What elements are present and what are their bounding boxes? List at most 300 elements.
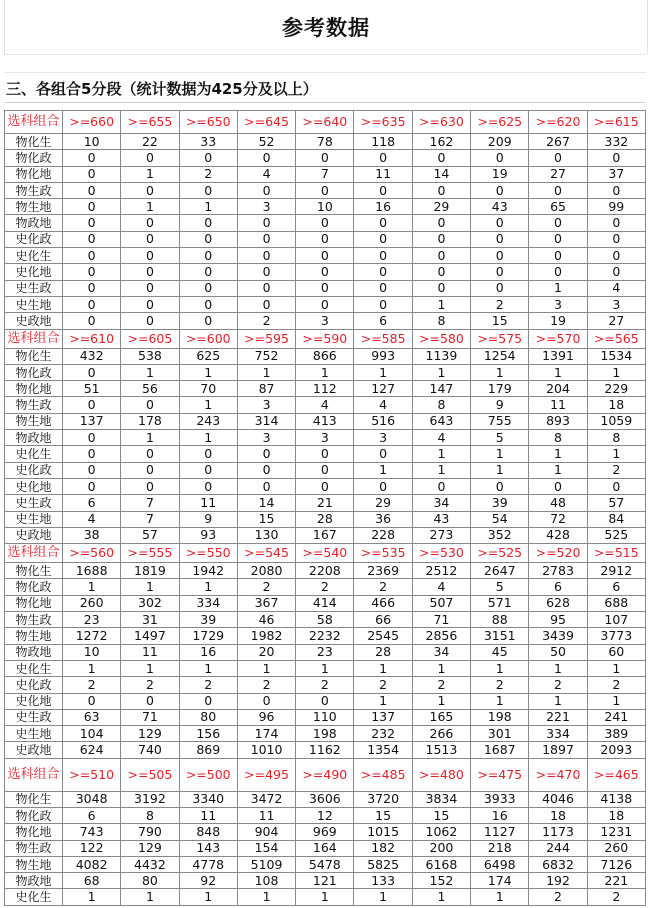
count-cell: 0: [179, 446, 237, 462]
count-cell: 389: [587, 726, 645, 742]
count-cell: 92: [179, 873, 237, 889]
count-cell: 1: [237, 364, 295, 380]
count-cell: 0: [121, 215, 179, 231]
count-cell: 1687: [471, 742, 529, 758]
count-cell: 993: [354, 348, 412, 364]
count-cell: 0: [237, 478, 295, 494]
combo-label-cell: 物生地: [5, 413, 63, 429]
count-cell: 137: [63, 413, 121, 429]
table-row: [5, 693, 646, 709]
count-cell: 29: [412, 199, 470, 215]
count-cell: 0: [354, 296, 412, 312]
count-cell: 969: [296, 824, 354, 840]
count-cell: 0: [63, 199, 121, 215]
count-cell: 0: [529, 248, 587, 264]
count-cell: 31: [121, 612, 179, 628]
count-cell: 1: [471, 462, 529, 478]
count-cell: 3: [296, 430, 354, 446]
count-cell: 0: [296, 182, 354, 198]
title-bar: [4, 0, 648, 54]
table-row: [5, 579, 646, 595]
count-cell: 1: [354, 693, 412, 709]
count-cell: 1: [529, 446, 587, 462]
count-cell: 1: [354, 660, 412, 676]
count-cell: 1: [179, 199, 237, 215]
count-cell: 904: [237, 824, 295, 840]
table-row: [5, 446, 646, 462]
combo-label-cell: 物化地: [5, 381, 63, 397]
count-cell: 301: [471, 726, 529, 742]
count-cell: 18: [587, 807, 645, 823]
count-cell: 1: [587, 660, 645, 676]
count-cell: 1: [354, 364, 412, 380]
count-cell: 2: [179, 166, 237, 182]
count-cell: 0: [354, 478, 412, 494]
count-cell: 1: [529, 280, 587, 296]
count-cell: 0: [587, 478, 645, 494]
table-row: [5, 595, 646, 611]
table-row: [5, 313, 646, 329]
count-cell: 752: [237, 348, 295, 364]
count-cell: 4: [354, 397, 412, 413]
count-cell: 1: [179, 397, 237, 413]
threshold-header-cell: >=575: [471, 329, 529, 348]
count-cell: 241: [587, 709, 645, 725]
count-cell: 4778: [179, 856, 237, 872]
combo-label-cell: 物生地: [5, 199, 63, 215]
header-label-cell: 选科组合: [5, 329, 63, 348]
count-cell: 0: [354, 231, 412, 247]
count-cell: 121: [296, 873, 354, 889]
count-cell: 314: [237, 413, 295, 429]
count-cell: 1: [412, 446, 470, 462]
threshold-header-cell: >=595: [237, 329, 295, 348]
count-cell: 93: [179, 527, 237, 543]
header-row: [5, 329, 646, 348]
count-cell: 4: [237, 166, 295, 182]
count-cell: 0: [412, 231, 470, 247]
count-cell: 66: [354, 612, 412, 628]
count-cell: 1: [412, 462, 470, 478]
combo-label-cell: 史化政: [5, 677, 63, 693]
count-cell: 3606: [296, 791, 354, 807]
count-cell: 43: [412, 511, 470, 527]
table-row: [5, 364, 646, 380]
count-cell: 0: [471, 280, 529, 296]
count-cell: 4082: [63, 856, 121, 872]
combo-label-cell: 物生政: [5, 840, 63, 856]
count-cell: 0: [179, 296, 237, 312]
count-cell: 3: [237, 430, 295, 446]
count-cell: 0: [412, 215, 470, 231]
table-row: [5, 726, 646, 742]
count-cell: 1497: [121, 628, 179, 644]
header-row: [5, 111, 646, 134]
table-row: [5, 215, 646, 231]
combo-label-cell: 史化地: [5, 693, 63, 709]
count-cell: 1: [412, 296, 470, 312]
section-heading: 三、各组合5分段（统计数据为425分及以上）: [6, 80, 318, 98]
combo-label-cell: 物生政: [5, 612, 63, 628]
count-cell: 869: [179, 742, 237, 758]
count-cell: 23: [63, 612, 121, 628]
count-cell: 1: [529, 364, 587, 380]
count-cell: 16: [471, 807, 529, 823]
count-cell: 63: [63, 709, 121, 725]
count-cell: 2: [354, 579, 412, 595]
count-cell: 0: [237, 264, 295, 280]
count-cell: 2856: [412, 628, 470, 644]
count-cell: 0: [471, 215, 529, 231]
count-cell: 11: [529, 397, 587, 413]
combo-label-cell: 物化地: [5, 824, 63, 840]
count-cell: 2: [296, 677, 354, 693]
count-cell: 209: [471, 134, 529, 150]
count-cell: 1: [179, 579, 237, 595]
count-cell: 352: [471, 527, 529, 543]
count-cell: 6498: [471, 856, 529, 872]
table-row: [5, 413, 646, 429]
count-cell: 9: [179, 511, 237, 527]
count-cell: 0: [471, 182, 529, 198]
count-cell: 5: [471, 430, 529, 446]
count-cell: 78: [296, 134, 354, 150]
count-cell: 0: [296, 264, 354, 280]
count-cell: 22: [121, 134, 179, 150]
count-cell: 0: [354, 215, 412, 231]
count-cell: 1010: [237, 742, 295, 758]
count-cell: 167: [296, 527, 354, 543]
table-row: [5, 150, 646, 166]
count-cell: 1: [121, 199, 179, 215]
count-cell: 156: [179, 726, 237, 742]
count-cell: 18: [529, 807, 587, 823]
count-cell: 1: [179, 430, 237, 446]
count-cell: 58: [296, 612, 354, 628]
header-label-cell: 选科组合: [5, 758, 63, 791]
count-cell: 334: [179, 595, 237, 611]
combo-label-cell: 史生地: [5, 511, 63, 527]
count-cell: 7: [121, 511, 179, 527]
count-cell: 0: [121, 446, 179, 462]
count-cell: 0: [296, 478, 354, 494]
combo-label-cell: 物化生: [5, 134, 63, 150]
count-cell: 848: [179, 824, 237, 840]
count-cell: 0: [587, 248, 645, 264]
count-cell: 39: [179, 612, 237, 628]
table-row: [5, 182, 646, 198]
count-cell: 6: [354, 313, 412, 329]
count-cell: 432: [63, 348, 121, 364]
count-cell: 192: [529, 873, 587, 889]
combo-label-cell: 史政地: [5, 527, 63, 543]
table-row: [5, 628, 646, 644]
count-cell: 0: [587, 182, 645, 198]
count-cell: 28: [296, 511, 354, 527]
table-row: [5, 873, 646, 889]
count-cell: 2512: [412, 563, 470, 579]
count-cell: 0: [121, 264, 179, 280]
count-cell: 1: [296, 889, 354, 905]
count-cell: 571: [471, 595, 529, 611]
count-cell: 538: [121, 348, 179, 364]
count-cell: 1: [529, 660, 587, 676]
count-cell: 0: [121, 296, 179, 312]
count-cell: 0: [237, 462, 295, 478]
table-row: [5, 511, 646, 527]
count-cell: 3: [237, 199, 295, 215]
count-cell: 1: [121, 430, 179, 446]
table-row: [5, 527, 646, 543]
combo-label-cell: 史化生: [5, 248, 63, 264]
count-cell: 0: [63, 280, 121, 296]
combo-label-cell: 史化政: [5, 462, 63, 478]
count-cell: 1139: [412, 348, 470, 364]
table-row: [5, 840, 646, 856]
count-cell: 0: [179, 150, 237, 166]
count-cell: 302: [121, 595, 179, 611]
count-cell: 7126: [587, 856, 645, 872]
count-cell: 4: [412, 430, 470, 446]
count-cell: 0: [237, 296, 295, 312]
count-cell: 27: [529, 166, 587, 182]
header-label-cell: 选科组合: [5, 111, 63, 134]
count-cell: 1: [587, 364, 645, 380]
count-cell: 507: [412, 595, 470, 611]
threshold-header-cell: >=500: [179, 758, 237, 791]
table-row: [5, 742, 646, 758]
count-cell: 118: [354, 134, 412, 150]
threshold-header-cell: >=535: [354, 544, 412, 563]
threshold-header-cell: >=645: [237, 111, 295, 134]
count-cell: 0: [121, 182, 179, 198]
count-cell: 1: [121, 364, 179, 380]
count-cell: 0: [63, 166, 121, 182]
count-cell: 1: [587, 446, 645, 462]
count-cell: 110: [296, 709, 354, 725]
table-row: [5, 495, 646, 511]
count-cell: 1: [121, 166, 179, 182]
count-cell: 0: [354, 182, 412, 198]
count-cell: 3192: [121, 791, 179, 807]
count-cell: 2545: [354, 628, 412, 644]
count-cell: 0: [529, 478, 587, 494]
count-cell: 0: [179, 693, 237, 709]
table-row: [5, 462, 646, 478]
count-cell: 52: [237, 134, 295, 150]
count-cell: 243: [179, 413, 237, 429]
count-cell: 625: [179, 348, 237, 364]
count-cell: 2080: [237, 563, 295, 579]
combo-label-cell: 物政地: [5, 215, 63, 231]
count-cell: 70: [179, 381, 237, 397]
count-cell: 0: [237, 280, 295, 296]
count-cell: 21: [296, 495, 354, 511]
count-cell: 2: [412, 677, 470, 693]
count-cell: 174: [237, 726, 295, 742]
table-row: [5, 348, 646, 364]
count-cell: 267: [529, 134, 587, 150]
count-cell: 3048: [63, 791, 121, 807]
count-cell: 1513: [412, 742, 470, 758]
count-cell: 0: [121, 397, 179, 413]
count-cell: 428: [529, 527, 587, 543]
count-cell: 0: [471, 150, 529, 166]
page-title: 参考数据: [282, 16, 370, 40]
count-cell: 0: [354, 264, 412, 280]
count-cell: 1534: [587, 348, 645, 364]
count-cell: 6832: [529, 856, 587, 872]
threshold-header-cell: >=590: [296, 329, 354, 348]
count-cell: 1: [121, 660, 179, 676]
count-cell: 367: [237, 595, 295, 611]
count-cell: 133: [354, 873, 412, 889]
count-cell: 4: [587, 280, 645, 296]
count-cell: 0: [237, 693, 295, 709]
count-cell: 4138: [587, 791, 645, 807]
count-cell: 1: [63, 889, 121, 905]
count-cell: 0: [587, 215, 645, 231]
count-cell: 0: [63, 693, 121, 709]
count-cell: 147: [412, 381, 470, 397]
count-cell: 260: [63, 595, 121, 611]
count-cell: 204: [529, 381, 587, 397]
count-cell: 174: [471, 873, 529, 889]
count-cell: 1: [121, 579, 179, 595]
combo-label-cell: 史生地: [5, 726, 63, 742]
count-cell: 2: [237, 579, 295, 595]
combo-label-cell: 物化政: [5, 807, 63, 823]
count-cell: 334: [529, 726, 587, 742]
count-cell: 0: [179, 182, 237, 198]
combo-label-cell: 物政地: [5, 430, 63, 446]
threshold-header-cell: >=580: [412, 329, 470, 348]
count-cell: 14: [237, 495, 295, 511]
threshold-header-cell: >=540: [296, 544, 354, 563]
count-cell: 2647: [471, 563, 529, 579]
count-cell: 198: [296, 726, 354, 742]
count-cell: 740: [121, 742, 179, 758]
combo-label-cell: 史化生: [5, 660, 63, 676]
count-cell: 71: [412, 612, 470, 628]
count-cell: 4046: [529, 791, 587, 807]
count-cell: 0: [63, 430, 121, 446]
threshold-header-cell: >=530: [412, 544, 470, 563]
count-cell: 0: [63, 364, 121, 380]
combo-label-cell: 物化地: [5, 166, 63, 182]
count-cell: 0: [63, 478, 121, 494]
count-cell: 1: [354, 462, 412, 478]
count-cell: 3: [354, 430, 412, 446]
count-cell: 0: [471, 264, 529, 280]
count-cell: 8: [412, 397, 470, 413]
count-cell: 18: [587, 397, 645, 413]
count-cell: 34: [412, 644, 470, 660]
count-cell: 165: [412, 709, 470, 725]
combo-label-cell: 物生政: [5, 182, 63, 198]
count-cell: 28: [354, 644, 412, 660]
combo-label-cell: 物生地: [5, 628, 63, 644]
count-cell: 65: [529, 199, 587, 215]
count-cell: 0: [296, 150, 354, 166]
count-cell: 2: [587, 677, 645, 693]
count-cell: 5109: [237, 856, 295, 872]
count-cell: 87: [237, 381, 295, 397]
count-cell: 0: [179, 215, 237, 231]
table-row: [5, 134, 646, 150]
count-cell: 2: [63, 677, 121, 693]
threshold-header-cell: >=650: [179, 111, 237, 134]
count-cell: 33: [179, 134, 237, 150]
count-cell: 0: [296, 215, 354, 231]
header-row: [5, 758, 646, 791]
count-cell: 466: [354, 595, 412, 611]
count-cell: 11: [237, 807, 295, 823]
count-cell: 200: [412, 840, 470, 856]
count-cell: 0: [296, 280, 354, 296]
count-cell: 0: [179, 313, 237, 329]
count-cell: 12: [296, 807, 354, 823]
count-cell: 2: [471, 677, 529, 693]
count-cell: 3: [529, 296, 587, 312]
threshold-header-cell: >=480: [412, 758, 470, 791]
count-cell: 1: [471, 660, 529, 676]
count-cell: 2: [237, 677, 295, 693]
count-cell: 0: [63, 248, 121, 264]
table-row: [5, 709, 646, 725]
count-cell: 0: [237, 446, 295, 462]
count-cell: 414: [296, 595, 354, 611]
count-cell: 1: [412, 693, 470, 709]
count-cell: 6: [63, 495, 121, 511]
count-cell: 143: [179, 840, 237, 856]
count-cell: 1254: [471, 348, 529, 364]
table-row: [5, 791, 646, 807]
count-cell: 96: [237, 709, 295, 725]
count-cell: 99: [587, 199, 645, 215]
count-cell: 27: [587, 313, 645, 329]
count-cell: 0: [471, 478, 529, 494]
count-cell: 2: [471, 296, 529, 312]
count-cell: 893: [529, 413, 587, 429]
count-cell: 260: [587, 840, 645, 856]
count-cell: 1: [587, 693, 645, 709]
count-cell: 0: [63, 397, 121, 413]
combo-label-cell: 物政地: [5, 644, 63, 660]
threshold-header-cell: >=485: [354, 758, 412, 791]
threshold-header-cell: >=495: [237, 758, 295, 791]
table-row: [5, 381, 646, 397]
count-cell: 10: [63, 644, 121, 660]
count-cell: 3151: [471, 628, 529, 644]
count-cell: 2: [296, 579, 354, 595]
count-cell: 1127: [471, 824, 529, 840]
threshold-header-cell: >=625: [471, 111, 529, 134]
count-cell: 1: [296, 660, 354, 676]
count-cell: 1062: [412, 824, 470, 840]
threshold-header-cell: >=555: [121, 544, 179, 563]
count-cell: 19: [529, 313, 587, 329]
threshold-header-cell: >=465: [587, 758, 645, 791]
count-cell: 0: [237, 215, 295, 231]
count-cell: 0: [354, 150, 412, 166]
count-cell: 88: [471, 612, 529, 628]
threshold-header-cell: >=570: [529, 329, 587, 348]
count-cell: 71: [121, 709, 179, 725]
count-cell: 755: [471, 413, 529, 429]
count-cell: 7: [296, 166, 354, 182]
count-cell: 68: [63, 873, 121, 889]
